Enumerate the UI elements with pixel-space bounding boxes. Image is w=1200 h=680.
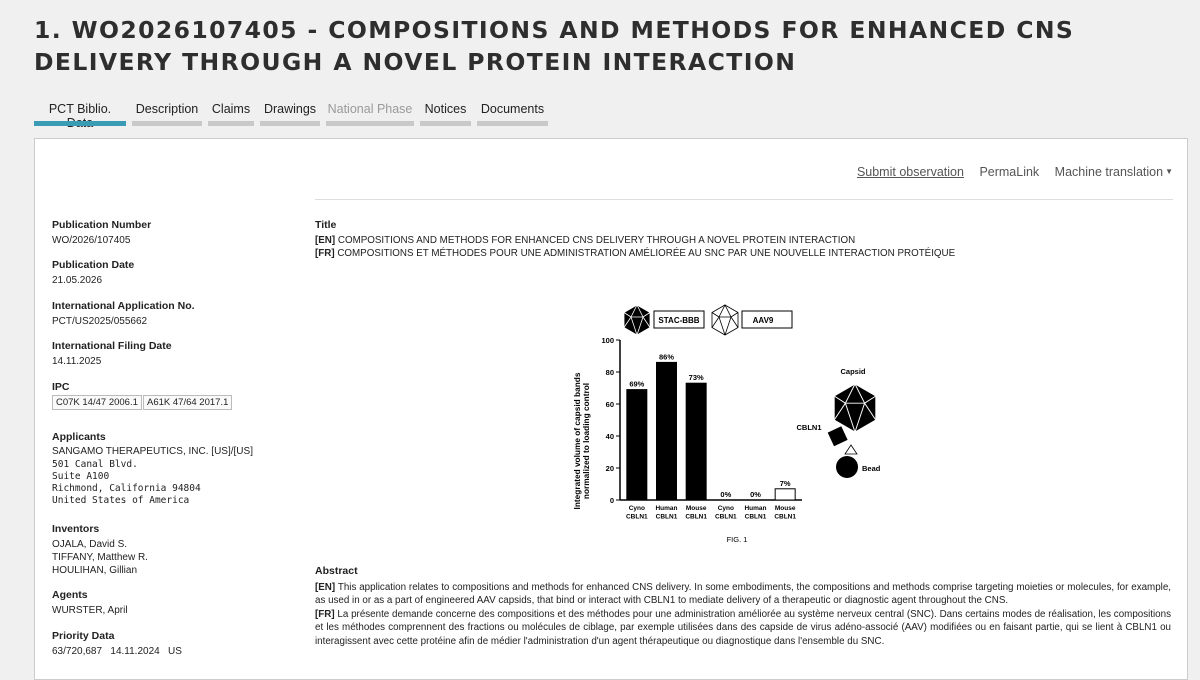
- legend: [624, 305, 792, 335]
- figure-svg: [572, 304, 920, 544]
- x-tick-label: CBLN1: [774, 513, 797, 521]
- abstract-fr-text: La présente demande concerne des compositions et des méthodes pour une administration améliorée au système nerveux central (SNC). Dans certains modes de réalisation, les compositions et les méthodes comprennent des fractions ou molécules de ciblage, par exemple utilisées dans des capside de virus adéno-associé (AAV) modifiées ou en faisant partie, qui se lient à CBLN1 ou interagissent avec cette protéine afin de médier l'administration d'un agent thérapeutique ou diagnostique dans l'ensemble du SNC.: [315, 609, 1171, 647]
- title-en: [315, 235, 855, 246]
- abstract-en-text: This application relates to compositions and methods for enhanced CNS delivery. In some embodiments, the compositions and methods comprise targeting moieties or molecules, for example, as used in or as a part of engineered AAV capsids, that bind or interact with CBLN1 to mediate delivery of a therapeutic or diagnostic agent throughout the CNS.: [315, 582, 1172, 607]
- submit-observation-link[interactable]: Submit observation: [856, 165, 964, 179]
- bar-value-label: 0%: [750, 490, 761, 499]
- applicant-address-line: Richmond, California 94804: [52, 483, 201, 494]
- x-tick-label: Mouse: [774, 505, 796, 512]
- capsid-label: Capsid: [840, 367, 866, 376]
- title-en-text: COMPOSITIONS AND METHODS FOR ENHANCED CNS DELIVERY THROUGH A NOVEL PROTEIN INTERACTION: [337, 235, 856, 246]
- y-tick-label: 40: [605, 432, 614, 441]
- tab-label: Drawings: [263, 102, 317, 116]
- inventor: TIFFANY, Matthew R.: [52, 552, 148, 563]
- applicants-label: Applicants: [52, 431, 106, 443]
- priority-label: Priority Data: [52, 630, 115, 642]
- capsid-icon: [834, 384, 876, 432]
- publication-number: WO/2026/107405: [52, 235, 131, 246]
- bead-label: Bead: [862, 464, 881, 473]
- tab-label: Documents: [480, 102, 545, 116]
- x-tick-label: CBLN1: [714, 513, 737, 521]
- applicant-address-line: 501 Canal Blvd.: [52, 459, 138, 470]
- inventor: HOULIHAN, Gillian: [52, 565, 138, 576]
- drawing-figure[interactable]: [572, 304, 920, 544]
- abstract-heading: Abstract: [315, 565, 358, 577]
- y-tick-label: 0: [609, 496, 614, 505]
- tab-label: Description: [135, 102, 199, 116]
- applicant-address-line: United States of America: [52, 495, 190, 506]
- x-tick-label: Mouse: [685, 505, 707, 512]
- intl-app-no-label: International Application No.: [52, 300, 195, 312]
- tab-label: PCT Biblio.: [48, 102, 112, 116]
- x-tick-label: CBLN1: [744, 513, 767, 521]
- ipc-code-chip[interactable]: C07K 14/47 2006.1: [52, 395, 142, 410]
- x-tick-label: Human: [744, 505, 767, 512]
- bar-value-label: 73%: [688, 373, 704, 383]
- lang-tag: [EN]: [315, 235, 336, 246]
- bar-value-label: 86%: [658, 352, 675, 362]
- bar-plot: [601, 336, 802, 521]
- page-title: 1. WO2026107405 - COMPOSITIONS AND METHODS FOR ENHANCED CNS DELIVERY THROUGH A NOVEL PROTEIN INTERACTION: [34, 16, 1075, 76]
- tab-description[interactable]: [132, 100, 202, 126]
- title-fr-text: COMPOSITIONS ET MÉTHODES POUR UNE ADMINISTRATION AMÉLIORÉE AU SNC PAR UNE NOUVELLE INTERACTION PROTÉIQUE: [337, 248, 956, 259]
- agent: WURSTER, April: [52, 605, 128, 616]
- bar: [775, 489, 795, 500]
- applicant-name: SANGAMO THERAPEUTICS, INC.: [52, 446, 209, 457]
- ipc-codes: [52, 395, 292, 413]
- figure-caption: FIG. 1: [726, 535, 748, 544]
- tab-notices[interactable]: [420, 100, 471, 126]
- y-tick-label: 60: [605, 400, 614, 409]
- bar: [657, 362, 677, 500]
- divider: [315, 199, 1173, 200]
- x-tick-label: CBLN1: [685, 513, 708, 521]
- ipc-label: IPC: [52, 381, 70, 393]
- priority-data: 63/720,687 14.11.2024 US: [52, 646, 182, 657]
- bar: [627, 390, 647, 500]
- x-tick-label: Cyno: [628, 505, 645, 512]
- content-panel: [34, 138, 1188, 680]
- y-tick-label: 20: [605, 464, 614, 473]
- legend-label: AAV9: [752, 316, 774, 325]
- publication-number-label: Publication Number: [52, 219, 152, 231]
- aav9-icon: [712, 305, 738, 335]
- bar-value-label: 69%: [629, 379, 645, 389]
- toolbar: [845, 165, 1173, 179]
- tab-pct-biblio-data[interactable]: [34, 100, 126, 126]
- tab-label: Notices: [424, 102, 467, 116]
- lang-tag: [FR]: [315, 248, 335, 259]
- x-tick-label: Cyno: [717, 505, 734, 512]
- publication-date-label: Publication Date: [52, 259, 135, 271]
- intl-filing-date-label: International Filing Date: [52, 340, 172, 352]
- abstract-fr: [315, 608, 1171, 648]
- tab-label: Claims: [211, 102, 251, 116]
- y-tick-label: 80: [605, 368, 614, 377]
- permalink-link[interactable]: PermaLink: [979, 165, 1040, 179]
- y-tick-label: 100: [601, 336, 614, 345]
- y-axis-label: Integrated volume of capsid bands: [572, 372, 582, 510]
- tab-claims[interactable]: [208, 100, 254, 126]
- agents-label: Agents: [52, 589, 88, 601]
- bar-value-label: 0%: [720, 490, 732, 499]
- machine-translation-label: Machine translation: [1054, 165, 1164, 179]
- capsid-schematic: [796, 367, 880, 478]
- title-fr: [315, 248, 955, 259]
- title-heading: Title: [315, 219, 337, 231]
- lang-tag: [FR]: [315, 609, 335, 620]
- lang-tag: [EN]: [315, 582, 336, 593]
- bar-value-label: 7%: [779, 478, 791, 488]
- bar: [686, 383, 706, 500]
- tab-documents[interactable]: [477, 100, 548, 126]
- linker-triangle-icon: [845, 445, 857, 454]
- tab-drawings[interactable]: [260, 100, 320, 126]
- machine-translation-dropdown[interactable]: [1055, 165, 1173, 179]
- x-tick-label: Human: [655, 505, 678, 512]
- caret-down-icon: ▼: [1165, 167, 1173, 176]
- x-tick-label: CBLN1: [655, 513, 678, 521]
- x-tick-label: CBLN1: [625, 513, 648, 521]
- abstract-en: [315, 581, 1171, 608]
- inventors-label: Inventors: [52, 523, 100, 535]
- cbln1-icon: [828, 426, 848, 446]
- applicant-line: [52, 446, 253, 459]
- applicant-country: [US]/[US]: [211, 446, 253, 457]
- tab-label: National Phase: [327, 102, 413, 116]
- y-axis-label: normalized to loading control: [581, 382, 591, 500]
- cbln1-label: CBLN1: [796, 423, 822, 432]
- publication-date: 21.05.2026: [52, 275, 103, 286]
- stac-bbb-icon: [624, 305, 650, 335]
- legend-label: STAC-BBB: [658, 316, 700, 325]
- intl-app-no[interactable]: PCT/US2025/055662: [52, 316, 148, 327]
- bead-icon: [836, 456, 858, 478]
- tab-national-phase: [326, 100, 414, 126]
- intl-filing-date: 14.11.2025: [52, 356, 102, 367]
- inventor: OJALA, David S.: [52, 539, 128, 550]
- applicant-address-line: Suite A100: [52, 471, 110, 482]
- ipc-code-chip[interactable]: A61K 47/64 2017.1: [143, 395, 232, 410]
